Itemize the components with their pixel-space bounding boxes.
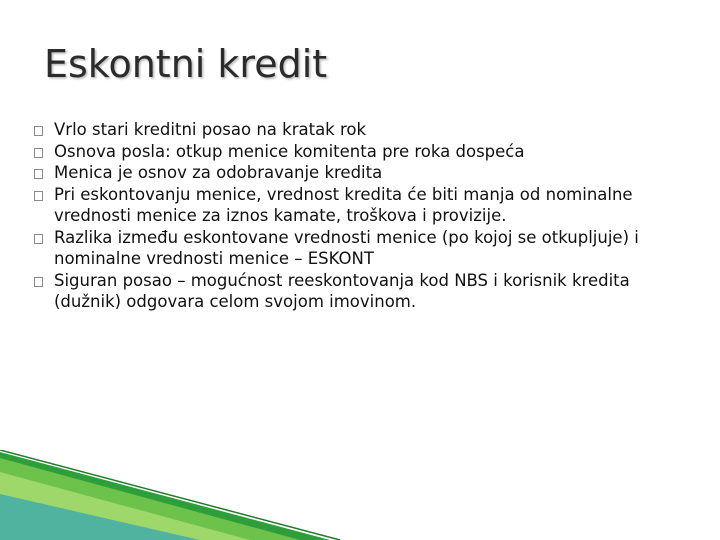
square-bullet-icon bbox=[34, 148, 43, 158]
bullet-list bbox=[34, 119, 674, 313]
bullet-text: Pri eskontovanju menice, vrednost kredita će biti manja od nominalne vrednosti menice za iznos kamate, troškova i provizije. bbox=[54, 184, 633, 225]
square-bullet-icon bbox=[34, 234, 43, 244]
bullet-item bbox=[34, 119, 674, 141]
bullet-text: Siguran posao – mogućnost reeskontovanja kod NBS i korisnik kredita (dužnik) odgovara celom svojom imovinom. bbox=[54, 270, 630, 311]
square-bullet-icon bbox=[34, 277, 43, 287]
bullet-text: Razlika između eskontovane vrednosti menice (po kojoj se otkupljuje) i nominalne vrednosti menice – ESKONT bbox=[54, 227, 639, 268]
bullet-item bbox=[34, 141, 674, 163]
bullet-text: Vrlo stari kreditni posao na kratak rok bbox=[54, 120, 367, 139]
bullet-item bbox=[34, 184, 674, 227]
square-bullet-icon bbox=[34, 169, 43, 179]
bullet-text: Menica je osnov za odobravanje kredita bbox=[54, 163, 383, 182]
square-bullet-icon bbox=[34, 126, 43, 136]
bullet-item bbox=[34, 270, 674, 313]
bullet-item bbox=[34, 162, 674, 184]
bullet-item bbox=[34, 227, 674, 270]
square-bullet-icon bbox=[34, 191, 43, 201]
slide-title: Eskontni kredit bbox=[44, 42, 328, 86]
bullet-text: Osnova posla: otkup menice komitenta pre roka dospeća bbox=[54, 141, 525, 161]
green-corner-decoration bbox=[0, 450, 720, 540]
